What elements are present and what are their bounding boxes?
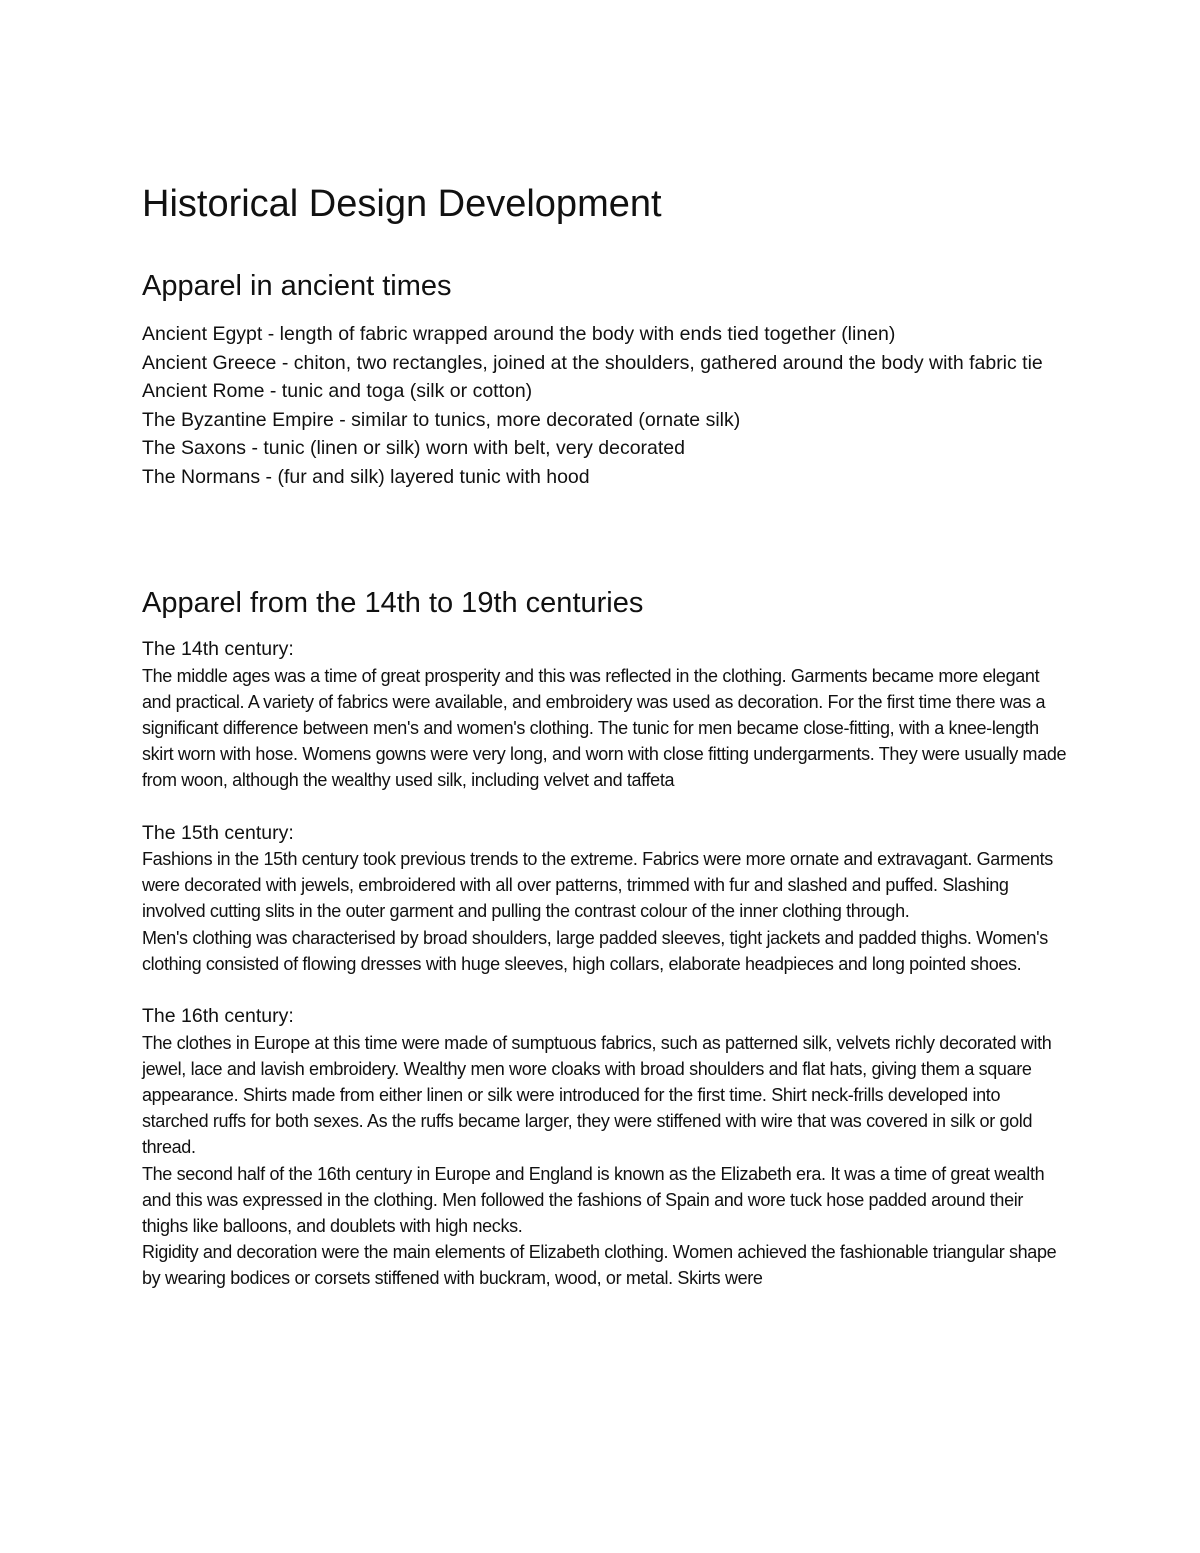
list-item: The Normans - (fur and silk) layered tunic with hood (142, 465, 590, 488)
section-heading-centuries: Apparel from the 14th to 19th centuries (142, 587, 644, 619)
list-item: The Saxons - tunic (linen or silk) worn with belt, very decorated (142, 437, 685, 459)
centuries-content (142, 636, 1067, 1318)
body-paragraph: Fashions in the 15th century took previous trends to the extreme. Fabrics were more ornate and extravagant. Garments were decorated with jewels, embroidered with all over patterns, trimmed with fur and slashed and puffed. Slashing involved cutting slits in the outer garment and pulling the contrast colour of the inner clothing through. (142, 849, 1053, 922)
century-section-14th (142, 636, 1067, 794)
body-paragraph: The clothes in Europe at this time were made of sumptuous fabrics, such as patterned silk, velvets richly decorated with jewel, lace and lavish embroidery. Wealthy men wore cloaks with broad shoulders and flat hats, giving them a square appearance. Shirts made from either linen or silk were introduced for the first time. Shirt neck-frills developed into starched ruffs for both sexes. As the ruffs became larger, they were stiffened with wire that was covered in silk or gold thread. (142, 1032, 1052, 1158)
list-item: The Byzantine Empire - similar to tunics, more decorated (ornate silk) (142, 408, 741, 431)
body-paragraph: Rigidity and decoration were the main elements of Elizabeth clothing. Women achieved the fashionable triangular shape by wearing bodices or corsets stiffened with buckram, wood, or metal. Skirts were (142, 1242, 1057, 1289)
document-title: Historical Design Development (142, 183, 662, 225)
list-item: Ancient Rome - tunic and toga (silk or cotton) (142, 380, 533, 402)
body-paragraph: The second half of the 16th century in Europe and England is known as the Elizabeth era. It was a time of great wealth and this was expressed in the clothing. Men followed the fashions of Spain and wore tuck hose padded around their thighs like balloons, and doublets with high necks. (142, 1163, 1045, 1236)
century-section-16th (142, 1003, 1067, 1292)
century-label: The 15th century: (142, 821, 294, 844)
section-heading-ancient: Apparel in ancient times (142, 270, 452, 302)
century-label: The 14th century: (142, 638, 294, 660)
body-paragraph: Men's clothing was characterised by broad shoulders, large padded sleeves, tight jackets and padded thighs. Women's clothing consisted of flowing dresses with huge sleeves, high collars, elaborate headpieces and long pointed shoes. (142, 927, 1048, 974)
ancient-apparel-list (142, 320, 1072, 491)
list-item: Ancient Egypt - length of fabric wrapped around the body with ends tied together (linen) (142, 323, 896, 345)
century-section-15th (142, 820, 1067, 978)
body-paragraph: The middle ages was a time of great prosperity and this was reflected in the clothing. Garments became more elegant and practical. A variety of fabrics were available, and embroidery was used as decoration. For the first time there was a significant difference between men's and women's clothing. The tunic for men became close-fitting, with a knee-length skirt worn with hose. Womens gowns were very long, and worn with close fitting undergarments. They were usually made from woon, although the wealthy used silk, including velvet and taffeta (142, 665, 1067, 791)
list-item: Ancient Greece - chiton, two rectangles, joined at the shoulders, gathered around the body with fabric tie (142, 351, 1043, 374)
century-label: The 16th century: (142, 1005, 294, 1028)
